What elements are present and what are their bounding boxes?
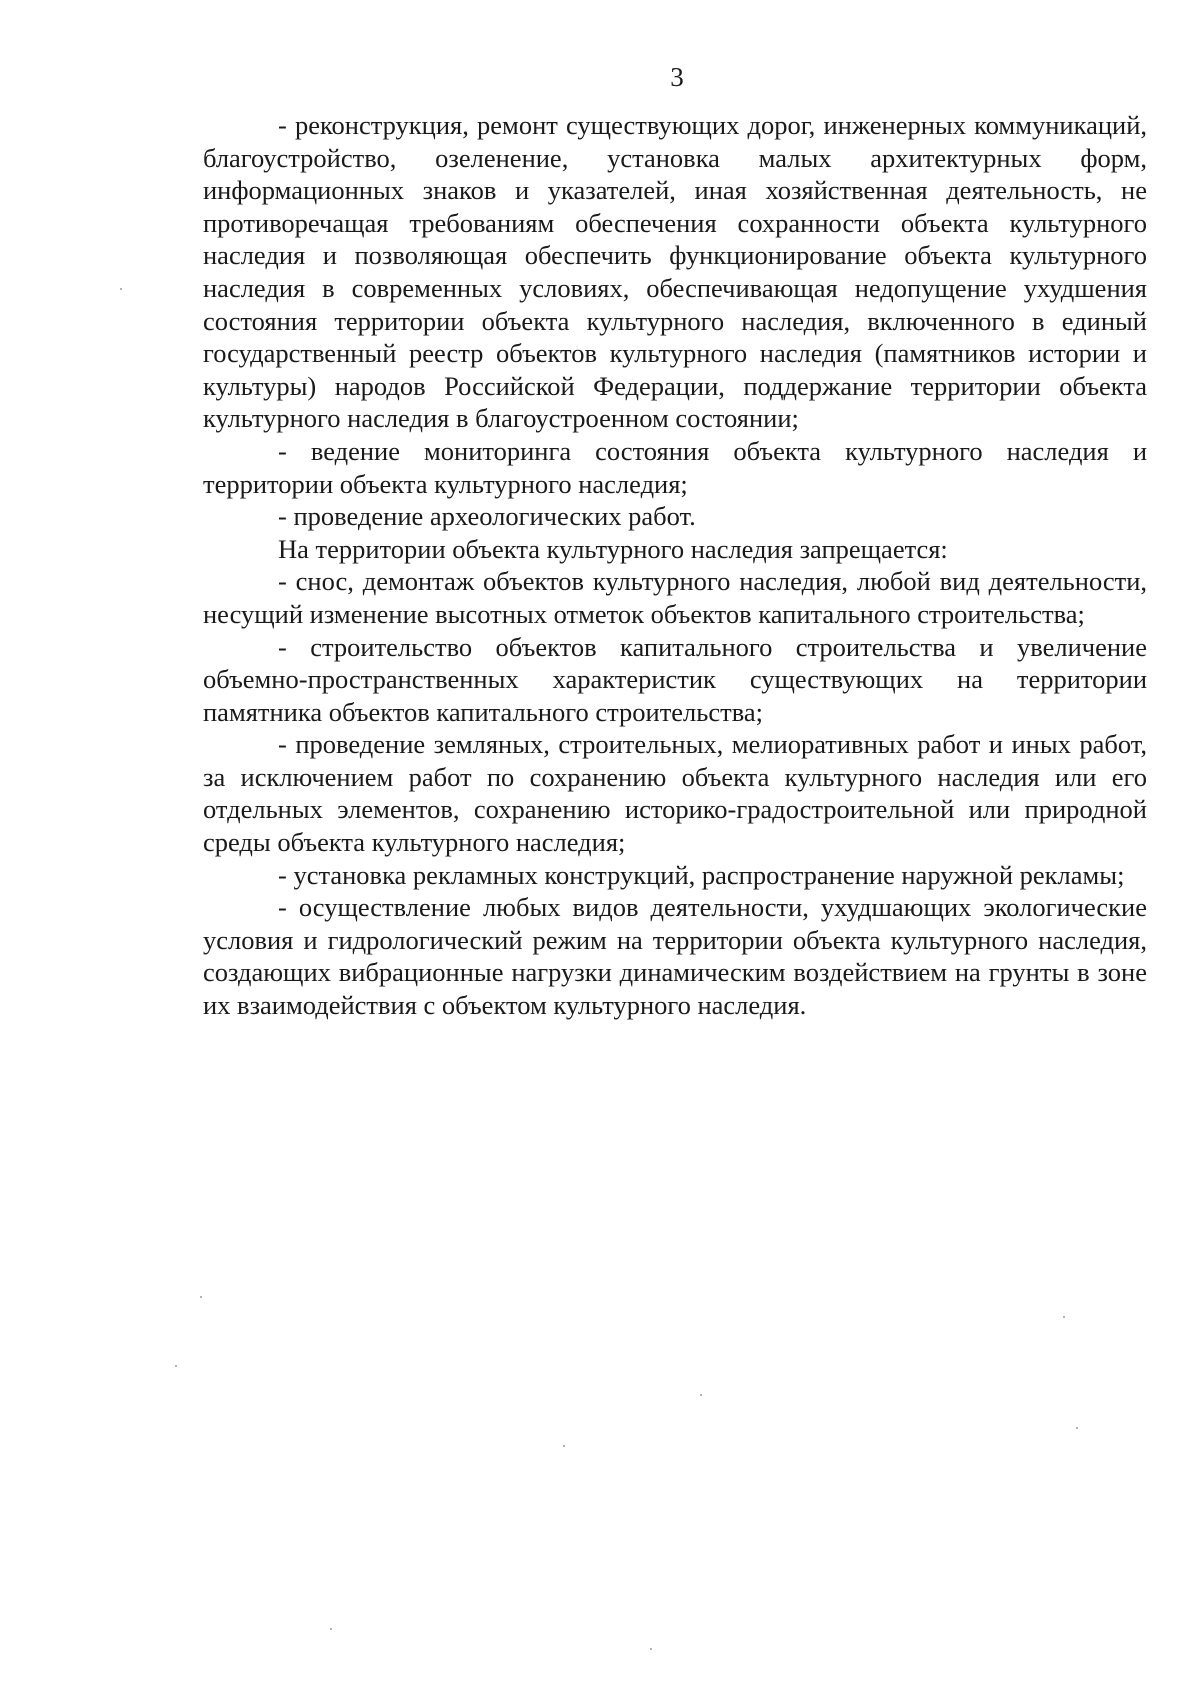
document-body	[203, 109, 1147, 1022]
page-number: 3	[670, 62, 684, 92]
scan-speck	[1063, 1316, 1065, 1318]
paragraph-reconstruction: - реконструкция, ремонт существующих дорог, инженерных коммуникаций, благоустройство, озеленение, установка малых архитектурных форм, информационных знаков и указателей, иная хозяйственная деятельность, не противоречащая требованиям обеспечения сохранности объекта культурного наследия и позволяющая обеспечить функционирование объекта культурного наследия в современных условиях, обеспечивающая недопущение ухудшения состояния территории объекта культурного наследия, включенного в единый государственный реестр объектов культурного наследия (памятников истории и культуры) народов Российской Федерации, поддержание территории объекта культурного наследия в благоустроенном состоянии;	[203, 110, 1147, 434]
scan-speck	[650, 1648, 652, 1650]
paragraph-earthworks: - проведение земляных, строительных, мелиоративных работ и иных работ, за исключением работ по сохранению объекта культурного наследия или его отдельных элементов, сохранению историко-градостроительной или природной среды объекта культурного наследия;	[203, 729, 1147, 858]
scan-speck	[175, 1365, 177, 1367]
scan-speck	[120, 288, 122, 290]
paragraph-archaeology: - проведение археологических работ.	[278, 501, 696, 532]
paragraph-construction: - строительство объектов капитального строительства и увеличение объемно-пространственных характеристик существующих на территории памятника объектов капитального строительства;	[203, 631, 1147, 727]
paragraph-demolition: - снос, демонтаж объектов культурного наследия, любой вид деятельности, несущий изменение высотных отметок объектов капитального строительства;	[203, 566, 1147, 629]
scan-speck	[1076, 1427, 1078, 1429]
paragraph-monitoring: - ведение мониторинга состояния объекта культурного наследия и территории объекта культурного наследия;	[203, 435, 1147, 499]
scan-speck	[200, 1296, 202, 1298]
paragraph-prohibited-heading: На территории объекта культурного наследия запрещается:	[278, 533, 948, 564]
paragraph-ecology: - осуществление любых видов деятельности, ухудшающих экологические условия и гидрологический режим на территории объекта культурного наследия, создающих вибрационные нагрузки динамическим воздействием на грунты в зоне их взаимодействия с объектом культурного наследия.	[203, 892, 1147, 1021]
scan-speck	[330, 1628, 332, 1630]
scan-speck	[700, 1394, 702, 1396]
scan-speck	[563, 1445, 565, 1447]
paragraph-advertising: - установка рекламных конструкций, распространение наружной рекламы;	[278, 859, 1125, 890]
